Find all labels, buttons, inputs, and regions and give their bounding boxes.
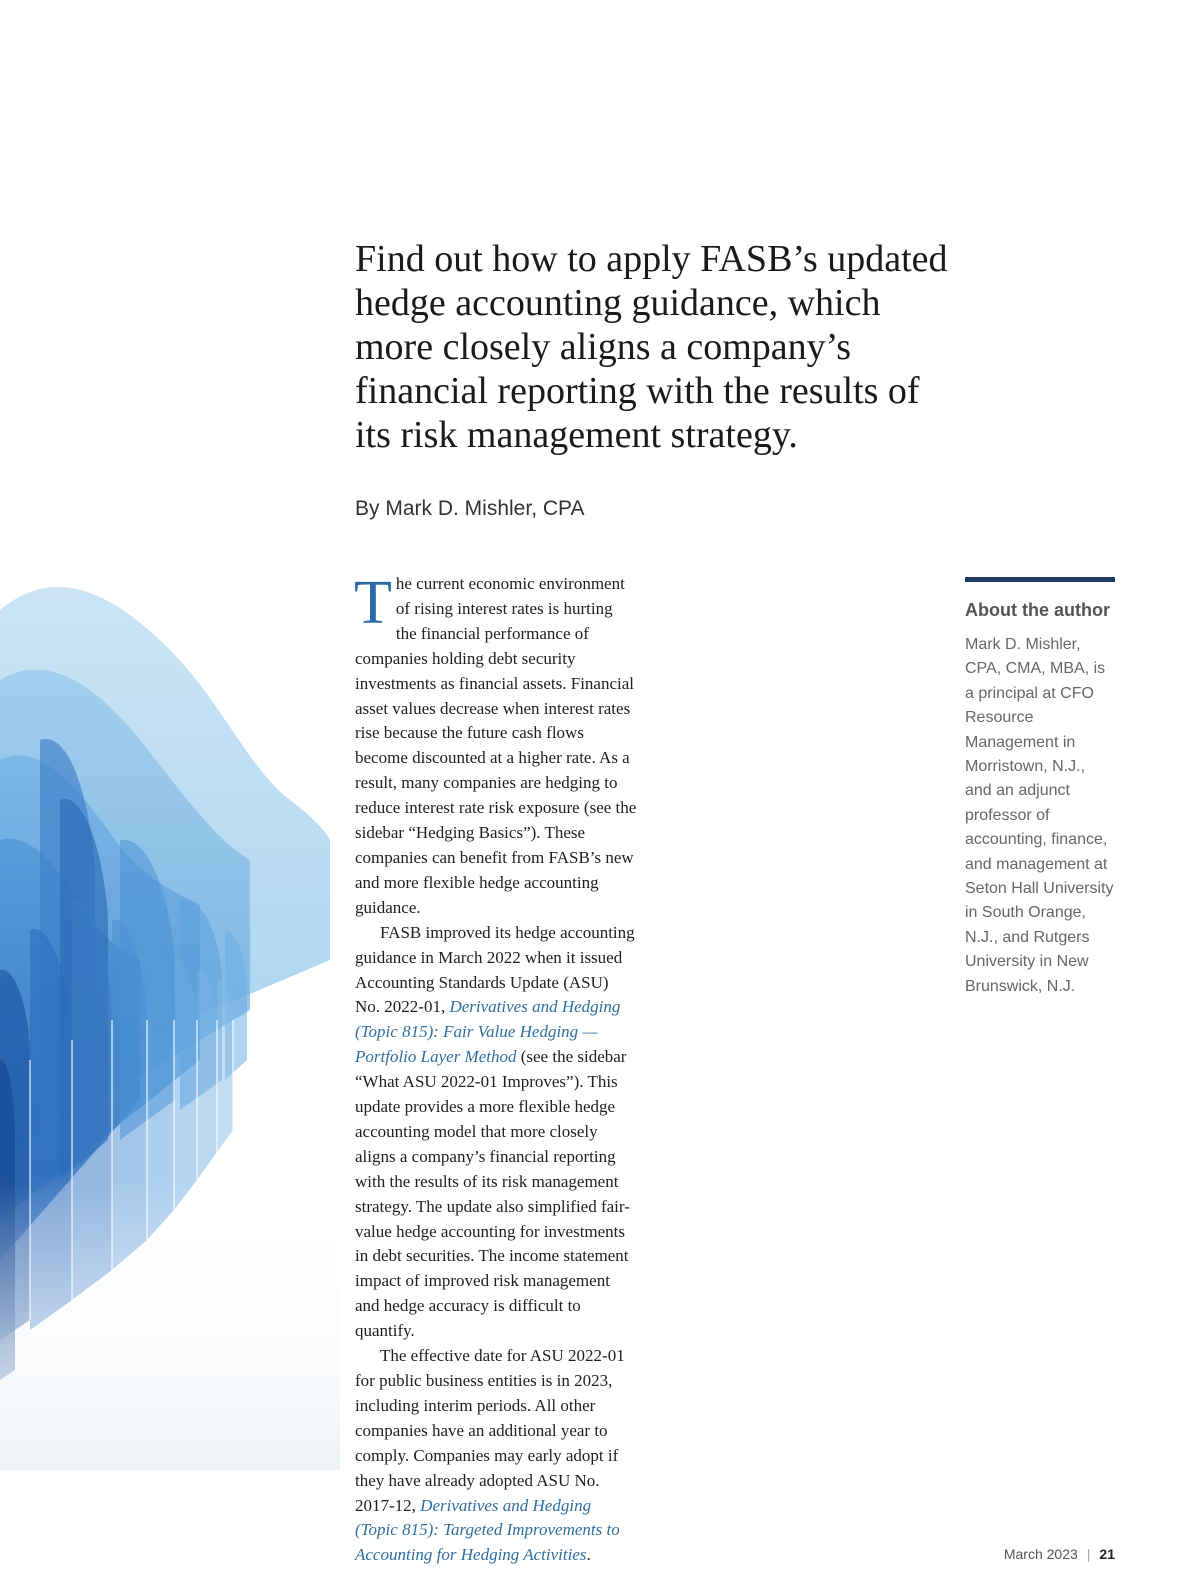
body-column-1 — [354, 569, 637, 1568]
paragraph-intro-text: he current economic environment of rising interest rates is hurting the financial performance of companies holding debt security investments as financial assets. Financial asset values decrease when interest rates rise because the future cash flows become discounted at a higher rate. As a result, many companies are hedging to reduce interest rate risk exposure (see the sidebar “Hedging Basics”). These companies can benefit from FASB’s new and more flexible hedge accounting guidance. — [355, 574, 637, 917]
about-the-author-box — [965, 577, 1115, 999]
asu-2017-12-link[interactable]: Derivatives and Hedging (Topic 815): Targeted Improvements to Accounting for Hedging Activities — [355, 1495, 620, 1565]
article-deck: Find out how to apply FASB’s updated hedge accounting guidance, which more closely aligns a company’s financial reporting with the results of its risk management strategy. — [355, 238, 948, 456]
paragraph-text: FASB improved its hedge accounting guidance in March 2022 when it issued Accounting Standards Update (ASU) No. 2022-01, — [355, 922, 635, 1017]
paragraph-text: The effective date for ASU 2022-01 for public business entities is in 2023, including interim periods. All other companies have an additional year to comply. Companies may early adopt if they have already adopted ASU No. 2017-12, — [355, 1346, 625, 1515]
author-rule — [965, 577, 1115, 582]
glass-panels-illustration — [0, 540, 340, 1470]
author-bio: Mark D. Mishler, CPA, CMA, MBA, is a principal at CFO Resource Management in Morristown, N.J., and an adjunct professor of accounting, finance, and management at Seton Hall University in South Orange, N.J., and Rutgers University in New Brunswick, N.J. — [965, 636, 1114, 995]
page-number: 21 — [1099, 1546, 1115, 1562]
byline: By Mark D. Mishler, CPA — [355, 497, 585, 520]
paragraph-intro — [354, 569, 637, 921]
author-heading: About the author — [965, 600, 1110, 620]
asu-2022-01-link[interactable]: Derivatives and Hedging (Topic 815): Fair Value Hedging — Portfolio Layer Method — [355, 997, 621, 1067]
drop-cap: T — [354, 569, 392, 637]
footer-separator: | — [1086, 1546, 1091, 1562]
page-footer — [1004, 1546, 1115, 1562]
paragraph-fasb-improved — [355, 921, 637, 1344]
paragraph-text: . — [586, 1545, 591, 1565]
paragraph-effective-date — [355, 1344, 637, 1568]
issue-date: March 2023 — [1003, 1546, 1078, 1562]
paragraph-text: (see the sidebar “What ASU 2022-01 Improves”). This update provides a more flexible hedge accounting model that more closely aligns a company’s financial reporting with the results of its risk management strategy. The update also simplified fair-value hedge accounting for investments in debt securities. The income statement impact of improved risk management and hedge accuracy is difficult to quantify. — [355, 1047, 630, 1341]
